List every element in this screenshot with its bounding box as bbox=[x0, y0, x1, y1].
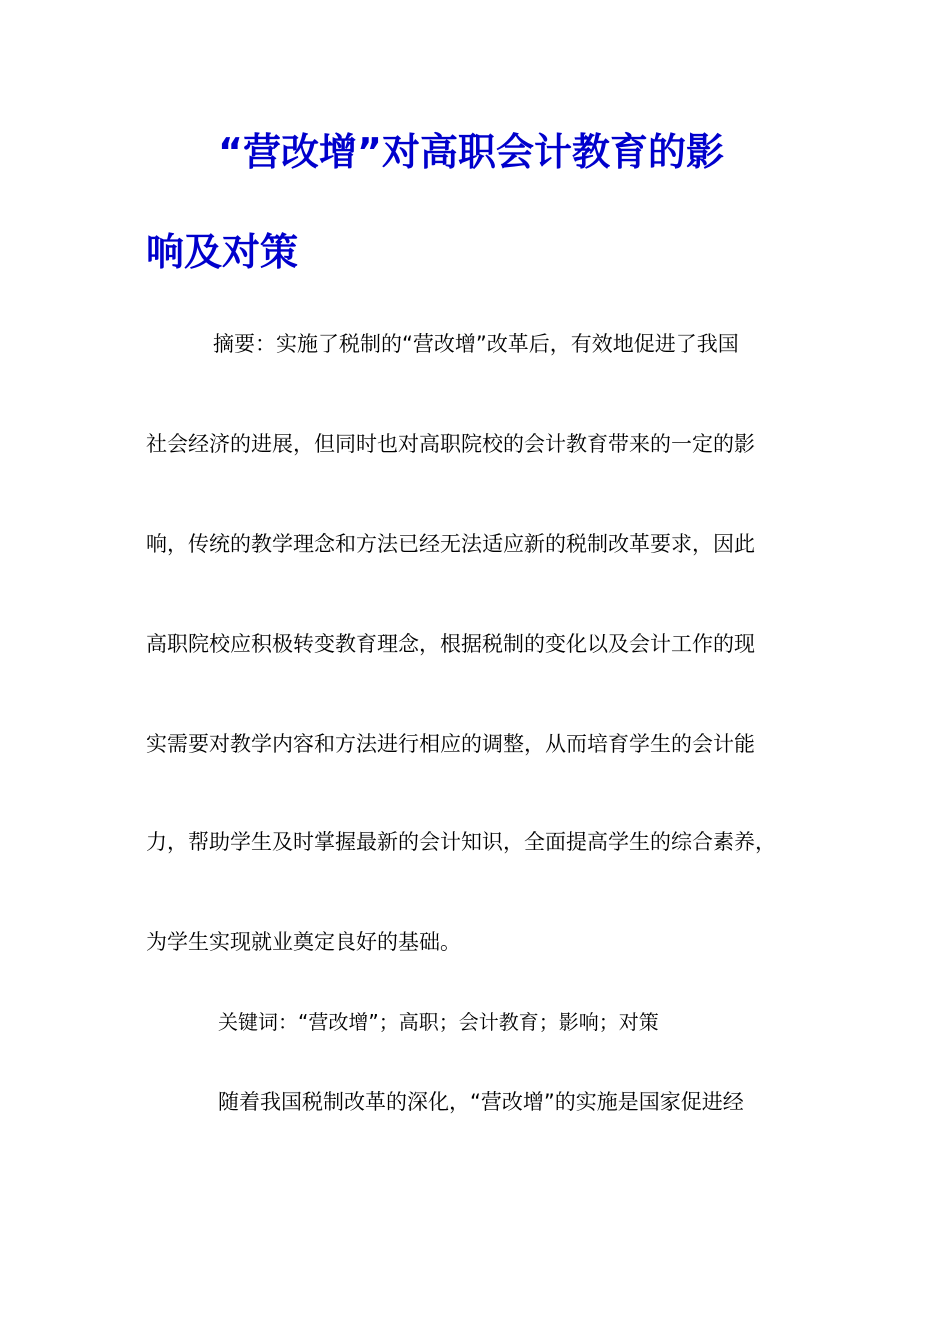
abstract-line-3: 响，传统的教学理念和方法已经无法适应新的税制改革要求，因此 bbox=[146, 532, 755, 556]
title-line-1: “营改增”对高职会计教育的影 bbox=[218, 130, 724, 174]
keywords-line: 关键词：“营改增”；高职；会计教育；影响；对策 bbox=[218, 1010, 659, 1034]
abstract-line-2: 社会经济的进展，但同时也对高职院校的会计教育带来的一定的影 bbox=[146, 432, 755, 456]
abstract-line-4: 高职院校应积极转变教育理念，根据税制的变化以及会计工作的现 bbox=[146, 632, 755, 656]
abstract-line-7: 为学生实现就业奠定良好的基础。 bbox=[146, 930, 461, 954]
abstract-line-5: 实需要对教学内容和方法进行相应的调整，从而培育学生的会计能 bbox=[146, 732, 755, 756]
title-line-2: 响及对策 bbox=[146, 230, 299, 274]
abstract-line-6: 力，帮助学生及时掌握最新的会计知识，全面提高学生的综合素养， bbox=[146, 830, 776, 854]
body-paragraph-line-1: 随着我国税制改革的深化，“营改增”的实施是国家促进经 bbox=[218, 1090, 744, 1114]
abstract-line-1: 摘要：实施了税制的“营改增”改革后，有效地促进了我国 bbox=[213, 332, 739, 356]
